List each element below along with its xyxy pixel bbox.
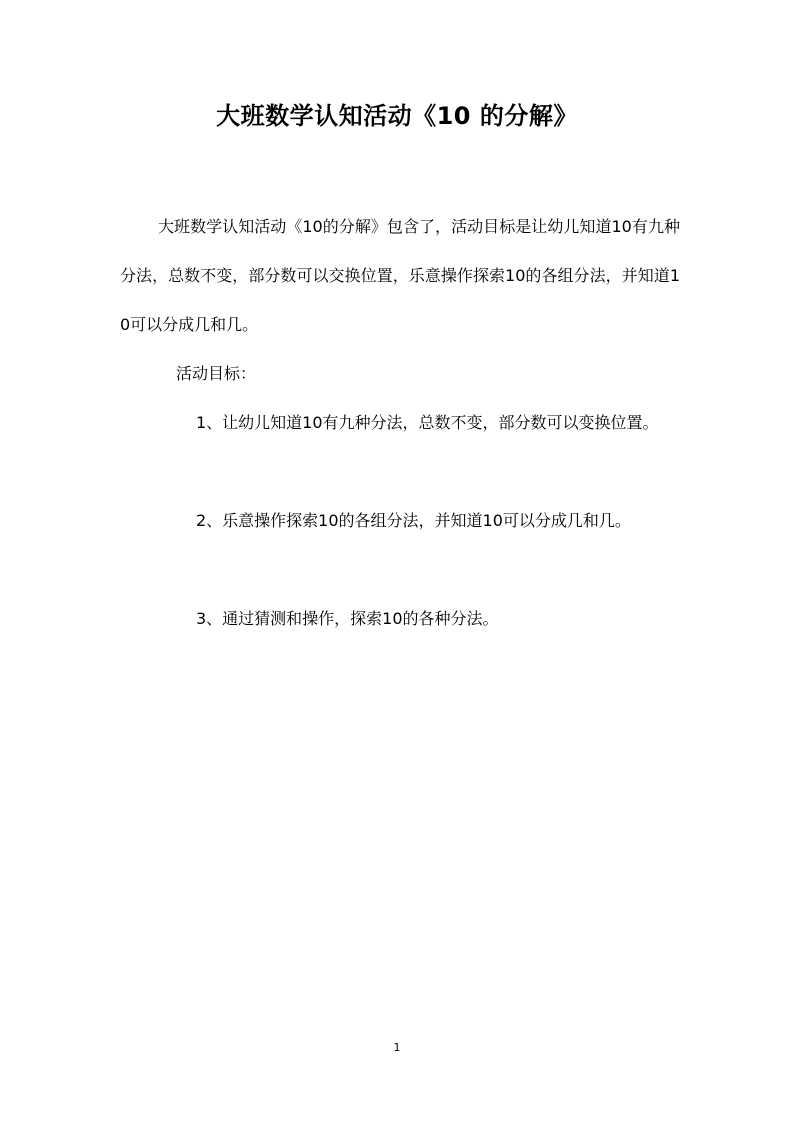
page-title: 大班数学认知活动《10 的分解》 [216,102,578,130]
page-number: 1 [393,1041,401,1054]
intro-paragraph: 大班数学认知活动《10的分解》包含了，活动目标是让幼儿知道10有九种分法，总数不变，部分数可以交换位置，乐意操作探索10的各组分法，并知道10可以分成几和几。 [120,217,680,334]
goals-heading: 活动目标： [176,364,257,383]
goal-item-1: 1、让幼儿知道10有九种分法，总数不变，部分数可以变换位置。 [196,413,659,432]
goal-item-3: 3、通过猜测和操作，探索10的各种分法。 [196,609,499,628]
goal-item-2: 2、乐意操作探索10的各组分法，并知道10可以分成几和几。 [196,511,631,530]
